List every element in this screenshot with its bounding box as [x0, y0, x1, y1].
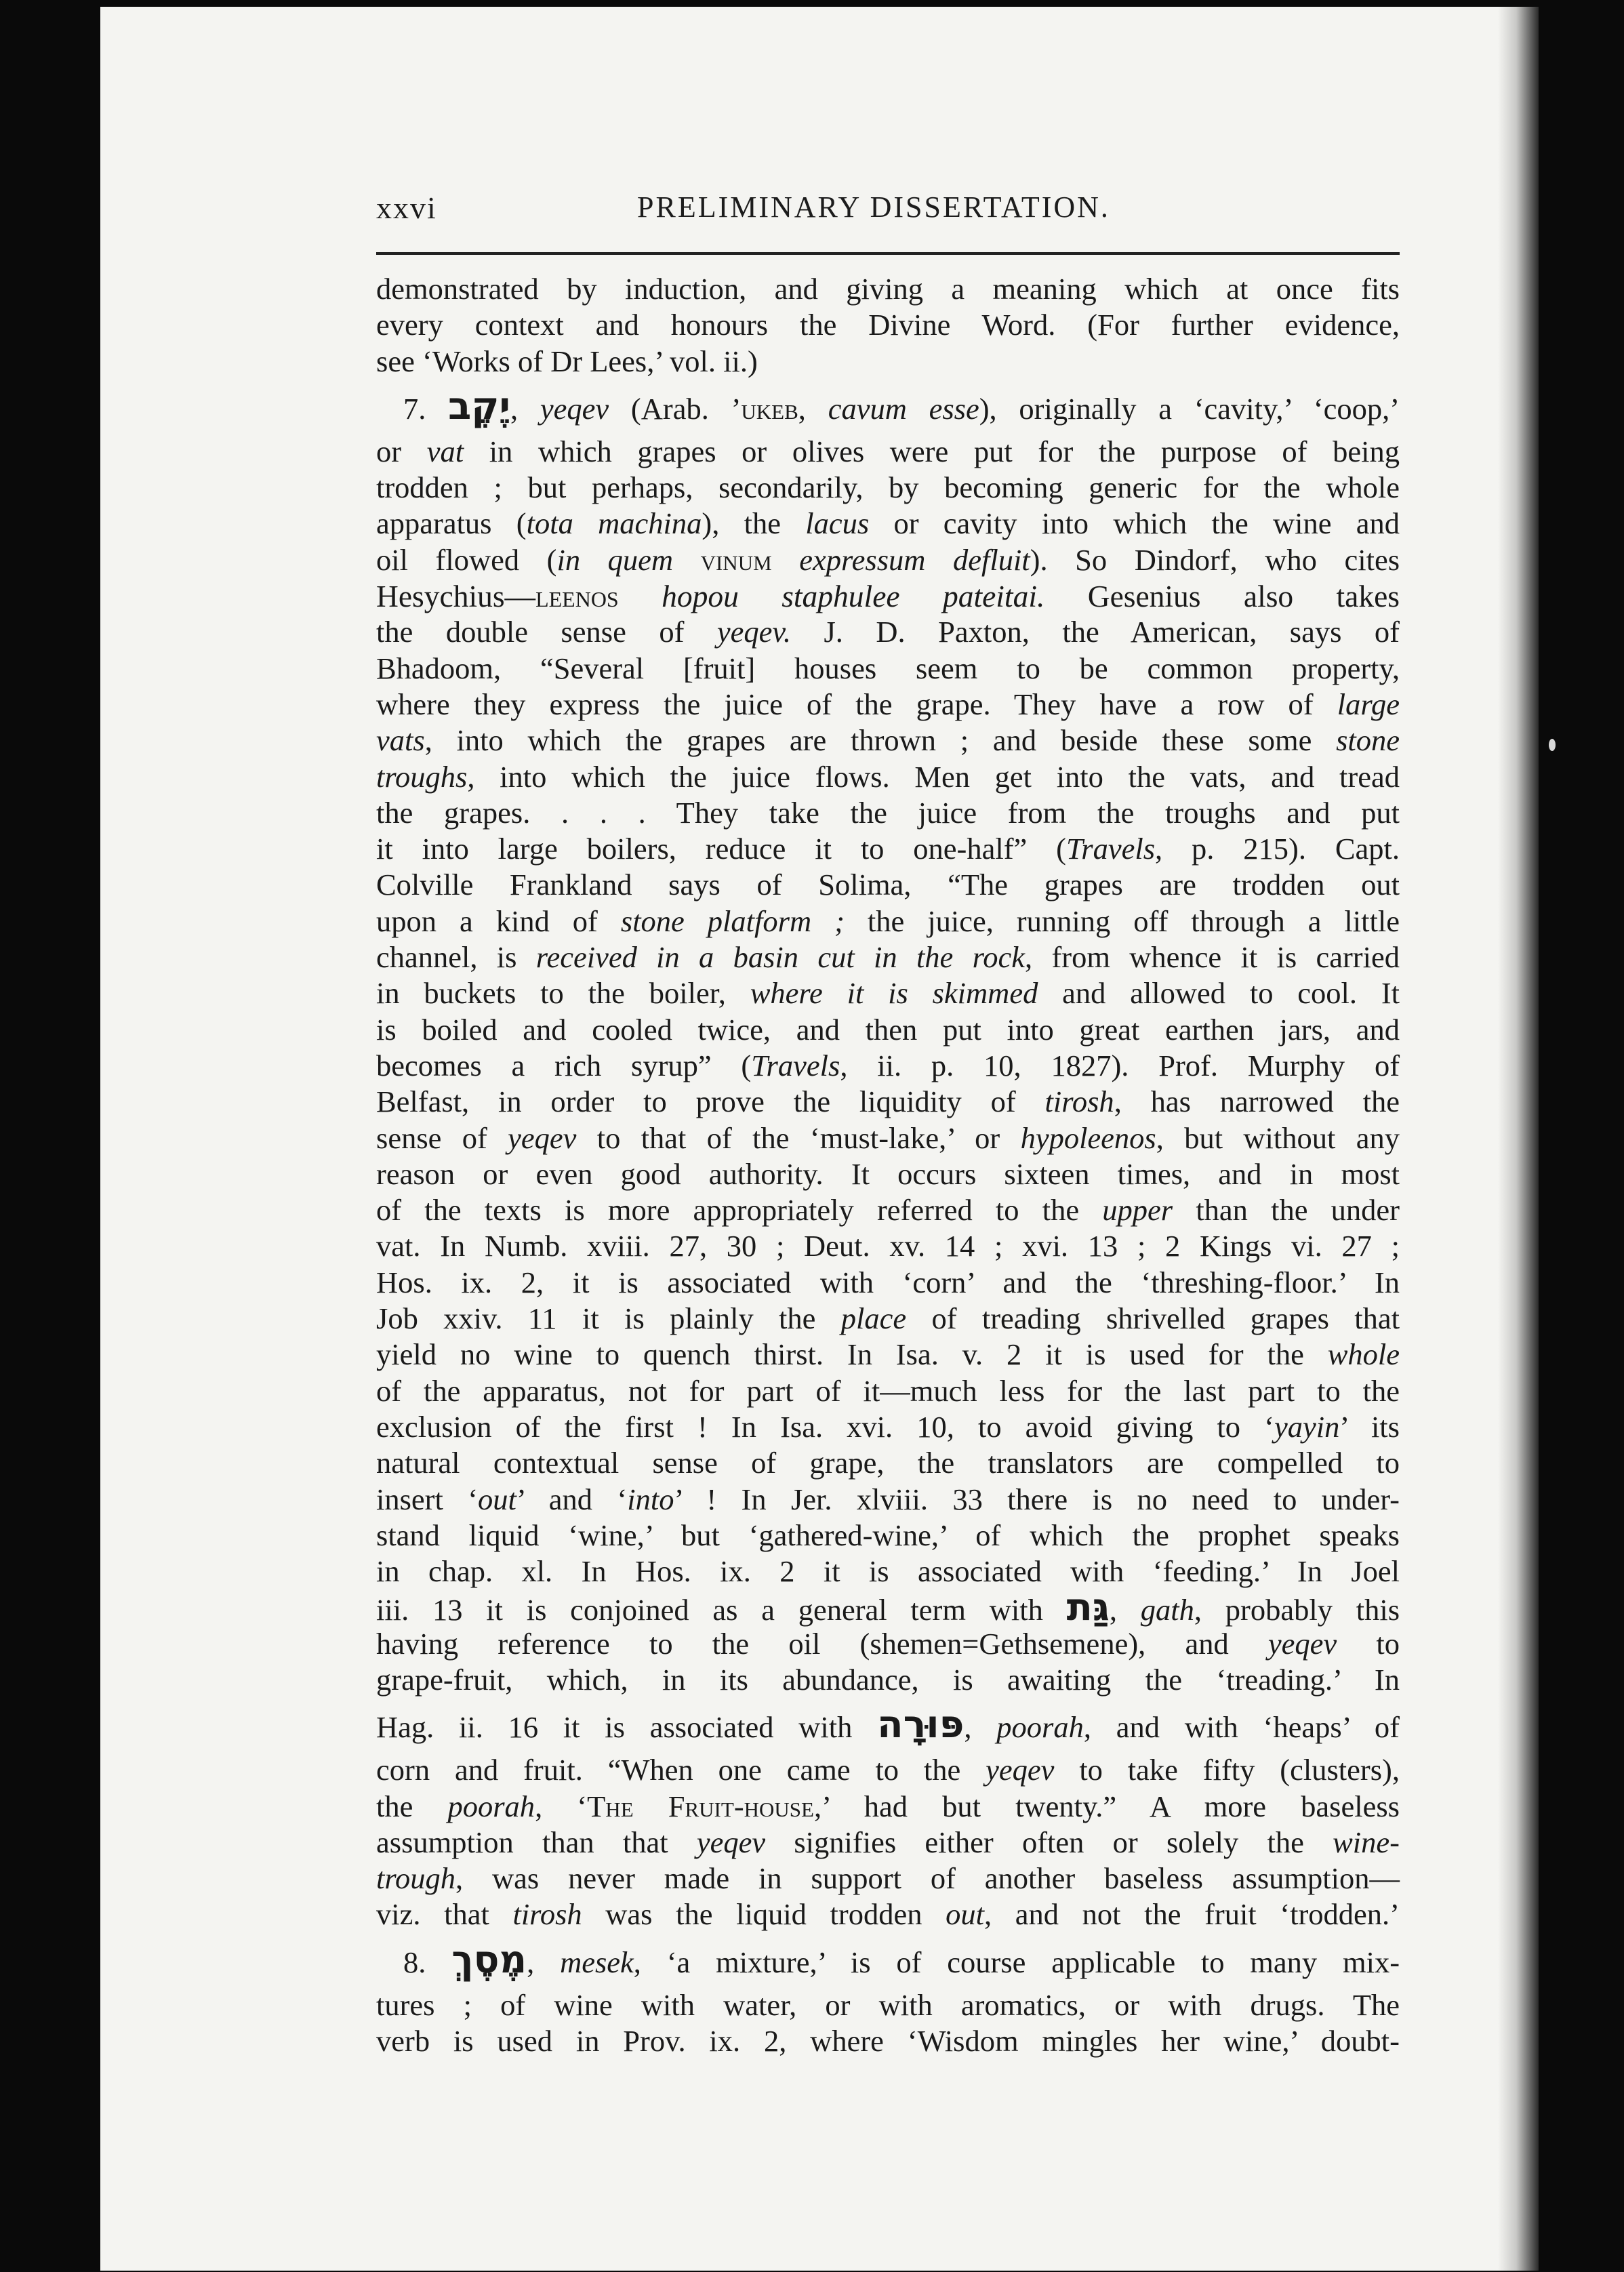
text-line: assumption than that yeqev signifies either often or solely the wine- — [376, 1825, 1400, 1859]
text-line: is boiled and cooled twice, and then put into great earthen jars, and — [376, 1012, 1400, 1047]
text-line: channel, is received in a basin cut in the rock, from whence it is carried — [376, 940, 1400, 975]
text-line: Belfast, in order to prove the liquidity of tirosh, has narrowed the — [376, 1084, 1400, 1119]
body-text — [376, 271, 1400, 2059]
text-line: natural contextual sense of grape, the translators are compelled to — [376, 1446, 1400, 1480]
text-line: Hag. ii. 16 it is associated with פּוּרָה, poorah, and with ‘heaps’ of — [376, 1703, 1400, 1747]
text-line: reason or even good authority. It occurs sixteen times, and in most — [376, 1156, 1400, 1191]
text-line: iii. 13 it is conjoined as a general term with גַּת, gath, probably this — [376, 1585, 1400, 1630]
hebrew-word: גַּת — [1066, 1585, 1110, 1630]
hebrew-word: פּוּרָה — [877, 1703, 965, 1747]
text-line: Job xxiv. 11 it is plainly the place of treading shrivelled grapes that — [376, 1301, 1400, 1336]
text-line: verb is used in Prov. ix. 2, where ‘Wisdom mingles her wine,’ doubt- — [376, 2024, 1400, 2058]
text-line: having reference to the oil (shemen=Gethsemene), and yeqev to — [376, 1626, 1400, 1661]
margin-speck — [1549, 739, 1556, 751]
text-line: 8. מֶסֶךְ, mesek, ‘a mixture,’ is of course applicable to many mix- — [403, 1937, 1400, 1982]
text-line: grape-fruit, which, in its abundance, is awaiting the ‘treading.’ In — [376, 1662, 1400, 1697]
text-line: 7. יֶקֶב, yeqev (Arab. ’ukeb, cavum esse), originally a ‘cavity,’ ‘coop,’ — [403, 384, 1400, 428]
text-line: yield no wine to quench thirst. In Isa. v. 2 it is used for the whole — [376, 1337, 1400, 1372]
running-title: PRELIMINARY DISSERTATION. — [637, 190, 1110, 224]
text-line: trough, was never made in support of another baseless assumption— — [376, 1861, 1400, 1896]
text-line: oil flowed (in quem vinum expressum defluit). So Dindorf, who cites — [376, 542, 1400, 577]
text-line: stand liquid ‘wine,’ but ‘gathered-wine,’ of which the prophet speaks — [376, 1518, 1400, 1552]
text-line: viz. that tirosh was the liquid trodden out, and not the fruit ‘trodden.’ — [376, 1897, 1400, 1932]
text-line: Hos. ix. 2, it is associated with ‘corn’ and the ‘threshing-floor.’ In — [376, 1265, 1400, 1299]
text-line: vat. In Numb. xviii. 27, 30 ; Deut. xv. 14 ; xvi. 13 ; 2 Kings vi. 27 ; — [376, 1229, 1400, 1263]
text-line: see ‘Works of Dr Lees,’ vol. ii.) — [376, 344, 758, 378]
transliteration: yeqev — [540, 391, 609, 426]
text-line: Hesychius—leenos hopou staphulee pateitai. Gesenius also takes — [376, 579, 1400, 614]
text-line: the poorah, ‘The Fruit-house,’ had but twenty.” A more baseless — [376, 1789, 1400, 1823]
text-line: it into large boilers, reduce it to one-half” (Travels, p. 215). Capt. — [376, 832, 1400, 866]
text-line: every context and honours the Divine Word. (For further evidence, — [376, 308, 1400, 342]
text-line: insert ‘out’ and ‘into’ ! In Jer. xlviii. 33 there is no need to under- — [376, 1482, 1400, 1516]
text-line: trodden ; but perhaps, secondarily, by becoming generic for the whole — [376, 470, 1400, 505]
hebrew-word: מֶסֶךְ — [451, 1937, 527, 1982]
text-line: troughs, into which the juice flows. Men get into the vats, and tread — [376, 759, 1400, 794]
transliteration: mesek — [560, 1945, 634, 1979]
text-line: in chap. xl. In Hos. ix. 2 it is associated with ‘feeding.’ In Joel — [376, 1554, 1400, 1589]
text-line: sense of yeqev to that of the ‘must-lake,’ or hypoleenos, but without any — [376, 1120, 1400, 1155]
text-line: in buckets to the boiler, where it is skimmed and allowed to cool. It — [376, 976, 1400, 1011]
hebrew-word: יֶקֶב — [448, 384, 511, 428]
item-number: 7. — [403, 391, 449, 426]
text-line: becomes a rich syrup” (Travels, ii. p. 10, 1827). Prof. Murphy of — [376, 1048, 1400, 1082]
text-line: of the texts is more appropriately referred to the upper than the under — [376, 1193, 1400, 1228]
text-line: corn and fruit. “When one came to the yeqev to take fifty (clusters), — [376, 1753, 1400, 1787]
text-line: the double sense of yeqev. J. D. Paxton, the American, says of — [376, 615, 1400, 649]
text-line: tures ; of wine with water, or with aromatics, or with drugs. The — [376, 1987, 1400, 2022]
text-line: of the apparatus, not for part of it—much less for the last part to the — [376, 1373, 1400, 1408]
running-head — [376, 190, 1400, 230]
page-edge-shadow — [1498, 7, 1539, 2271]
text-line: exclusion of the first ! In Isa. xvi. 10, to avoid giving to ‘yayin’ its — [376, 1409, 1400, 1444]
text-line: apparatus (tota machina), the lacus or cavity into which the wine and — [376, 506, 1400, 541]
item-number: 8. — [403, 1945, 452, 1979]
text-line: upon a kind of stone platform ; the juice, running off through a little — [376, 904, 1400, 938]
text-line: Bhadoom, “Several [fruit] houses seem to be common property, — [376, 651, 1400, 685]
text-line: or vat in which grapes or olives were put for the purpose of being — [376, 434, 1400, 468]
page-number: xxvi — [376, 190, 437, 225]
header-rule — [376, 252, 1400, 255]
text-line: the grapes. . . . They take the juice from the troughs and put — [376, 795, 1400, 830]
text-line: demonstrated by induction, and giving a meaning which at once fits — [376, 272, 1400, 306]
text-line: Colville Frankland says of Solima, “The grapes are trodden out — [376, 868, 1400, 902]
text-line: vats, into which the grapes are thrown ; and beside these some stone — [376, 723, 1400, 758]
text-line: where they express the juice of the grape. They have a row of large — [376, 687, 1400, 721]
